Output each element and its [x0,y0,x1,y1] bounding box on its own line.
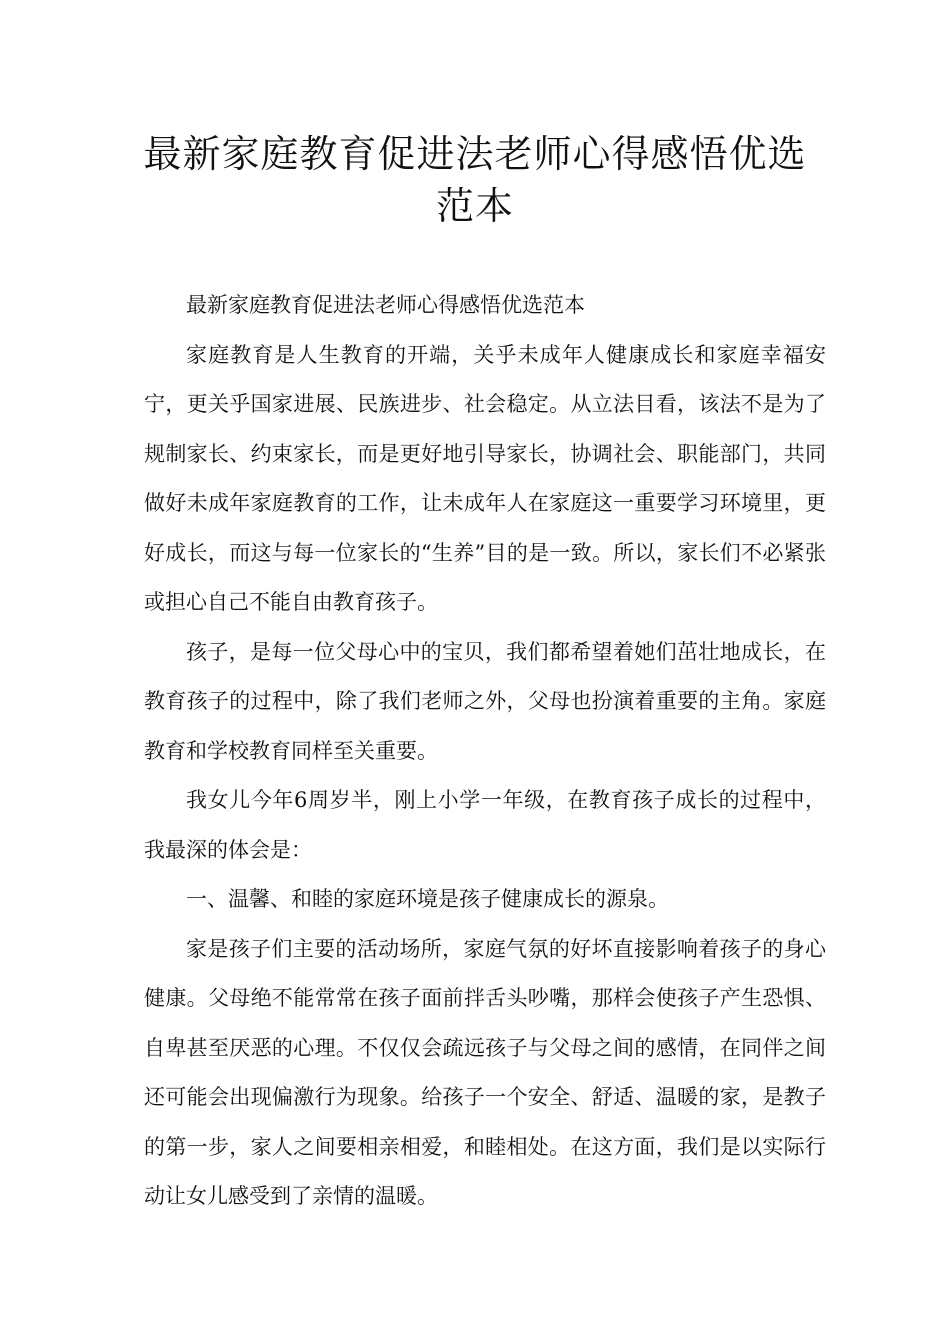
paragraph: 家庭教育是人生教育的开端，关乎未成年人健康成长和家庭幸福安宁，更关乎国家进展、民族进步、社会稳定。从立法目看，该法不是为了规制家长、约束家长，而是更好地引导家长，协调社会、职能部门，共同做好未成年家庭教育的工作，让未成年人在家庭这一重要学习环境里，更好成长，而这与每一位家长的“生养”目的是一致。所以，家长们不必紧张或担心自己不能自由教育孩子。 [144,342,826,614]
section-heading: 一、温馨、和睦的家庭环境是孩子健康成长的源泉。 [186,887,669,911]
document-body [144,281,826,1222]
paragraph: 孩子，是每一位父母心中的宝贝，我们都希望着她们茁壮地成长，在教育孩子的过程中，除了我们老师之外，父母也扮演着重要的主角。家庭教育和学校教育同样至关重要。 [144,639,826,763]
document-title: 最新家庭教育促进法老师心得感悟优选范本 [143,132,807,228]
paragraph: 我女儿今年6周岁半，刚上小学一年级，在教育孩子成长的过程中，我最深的体会是： [144,788,826,862]
paragraph: 家是孩子们主要的活动场所，家庭气氛的好坏直接影响着孩子的身心健康。父母绝不能常常在孩子面前拌舌头吵嘴，那样会使孩子产生恐惧、自卑甚至厌恶的心理。不仅仅会疏远孩子与父母之间的感情，在同伴之间还可能会出现偏激行为现象。给孩子一个安全、舒适、温暖的家，是教子的第一步，家人之间要相亲相爱，和睦相处。在这方面，我们是以实际行动让女儿感受到了亲情的温暖。 [144,936,826,1208]
paragraph-subtitle: 最新家庭教育促进法老师心得感悟优选范本 [186,293,585,317]
